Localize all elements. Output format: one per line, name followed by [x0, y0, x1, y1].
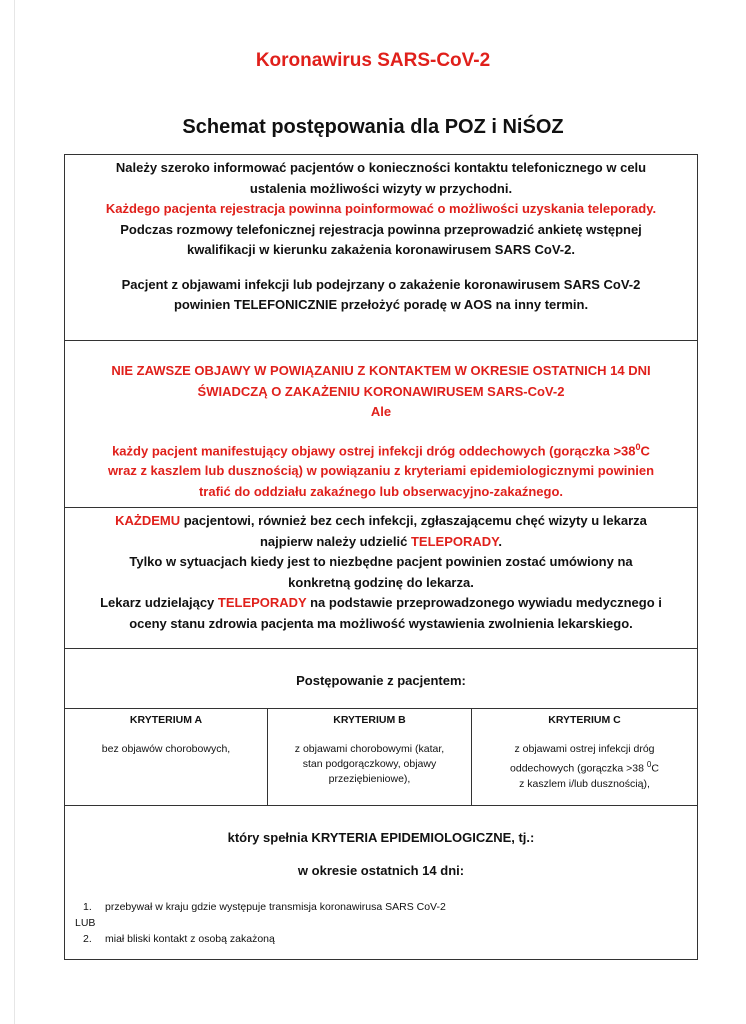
warning-text: C: [640, 442, 650, 458]
warning-text: każdy pacjent manifestujący objawy ostrej infekcji dróg oddechowych (gorączka >38: [112, 442, 636, 458]
period-heading: w okresie ostatnich 14 dni:: [297, 862, 465, 878]
list-text: przebywał w kraju gdzie występuje transmisja koronawirusa SARS CoV-2: [105, 901, 446, 913]
criterion-b: [268, 709, 472, 805]
info-line: Pacjent z objawami infekcji lub podejrzany o zakażenie koronawirusem SARS CoV-2: [121, 276, 641, 292]
list-number: 2.: [83, 933, 92, 945]
body-text: .: [498, 533, 503, 549]
warning-line: wraz z kaszlem lub dusznością) w powiązaniu z kryteriami epidemiologicznymi powinien: [107, 463, 655, 479]
highlight-text: TELEPORADY: [217, 595, 307, 610]
page-edge-line: [14, 0, 15, 1024]
teleporada-line: [65, 532, 697, 553]
warning-line: ŚWIADCZĄ O ZAKAŻENIU KORONAWIRUSEM SARS-CoV-2: [197, 383, 565, 399]
criterion-line: z kaszlem i/lub dusznością),: [519, 777, 650, 790]
criterion-text: C: [651, 762, 659, 775]
body-text: Lekarz udzielający: [100, 595, 218, 610]
teleporada-line: [65, 511, 697, 532]
body-text: pacjentowi, również bez cech infekcji, zgłaszającemu chęć wizyty u lekarza: [180, 513, 647, 528]
info-line: ustalenia możliwości wizyty w przychodni.: [249, 180, 513, 196]
criterion-body: [472, 742, 697, 792]
list-connector: LUB: [75, 917, 96, 929]
epidemiological-section: [65, 806, 697, 959]
criterion-body: [268, 742, 471, 787]
info-section: [65, 155, 697, 341]
criterion-header: KRYTERIUM C: [548, 714, 621, 726]
teleporada-line: Tylko w sytuacjach kiedy jest to niezbędne pacjent powinien zostać umówiony na: [129, 554, 633, 569]
teleporada-section: [65, 508, 697, 649]
criterion-header: KRYTERIUM A: [129, 714, 203, 726]
warning-line: [65, 437, 697, 462]
section-heading: Postępowanie z pacjentem:: [296, 673, 466, 688]
warning-line: trafić do oddziału zakaźnego lub obserwacyjno-zakaźnego.: [198, 483, 564, 499]
criterion-a: [65, 709, 268, 805]
patient-procedure-heading: [65, 649, 697, 709]
list-number: 1.: [83, 901, 92, 913]
criterion-line: przeziębieniowe),: [328, 773, 411, 785]
teleporada-line: [65, 593, 697, 614]
epidemiological-list: [65, 899, 697, 947]
document-subtitle: Schemat postępowania dla POZ i NiŚOZ: [182, 116, 564, 138]
criterion-line: [480, 757, 689, 777]
teleporada-line: konkretną godzinę do lekarza.: [288, 574, 474, 590]
warning-section: [65, 341, 697, 508]
body-text: najpierw należy udzielić: [259, 533, 411, 549]
criterion-line: z objawami ostrej infekcji dróg: [514, 743, 655, 755]
epidemiological-heading: który spełnia KRYTERIA EPIDEMIOLOGICZNE, tj.:: [227, 830, 535, 845]
highlight-text: KAŻDEMU: [115, 513, 181, 528]
teleporada-line: oceny stanu zdrowia pacjenta ma możliwość wystawienia zwolnienia lekarskiego.: [129, 615, 633, 631]
list-text: miał bliski kontakt z osobą zakażoną: [105, 933, 275, 945]
list-item: [83, 899, 697, 915]
criterion-line: stan podgorączkowy, objawy: [302, 758, 437, 770]
superscript: 0: [646, 760, 652, 769]
info-line: powinien TELEFONICZNIE przełożyć poradę w AOS na inny termin.: [173, 297, 589, 312]
criteria-row: [65, 709, 697, 806]
criterion-header: KRYTERIUM B: [333, 714, 406, 726]
list-item: [83, 931, 697, 947]
superscript: 0: [635, 441, 641, 452]
procedure-table: [64, 154, 698, 960]
criterion-body: [65, 742, 267, 757]
highlight-text: TELEPORADY: [410, 533, 499, 549]
list-item: [75, 915, 697, 931]
criterion-line: bez objawów chorobowych,: [101, 743, 231, 755]
info-line: kwalifikacji w kierunku zakażenia koronawirusem SARS CoV-2.: [187, 242, 575, 257]
info-line: Podczas rozmowy telefonicznej rejestracja powinna przeprowadzić ankietę wstępnej: [120, 221, 642, 237]
info-line: Należy szeroko informować pacjentów o konieczności kontaktu telefonicznego w celu: [115, 160, 647, 175]
body-text: na podstawie przeprowadzonego wywiadu medycznego i: [306, 595, 662, 610]
document-title: Koronawirus SARS-CoV-2: [255, 50, 491, 71]
criterion-line: z objawami chorobowymi (katar,: [294, 743, 445, 755]
criterion-c: [472, 709, 697, 805]
teleporada-notice: Każdego pacjenta rejestracja powinna poinformować o możliwości uzyskania teleporady.: [105, 201, 657, 216]
criterion-text: oddechowych (gorączka >38: [510, 762, 647, 775]
warning-line: Ale: [370, 404, 392, 419]
warning-line: NIE ZAWSZE OBJAWY W POWIĄZANIU Z KONTAKTEM W OKRESIE OSTATNICH 14 DNI: [111, 363, 651, 378]
